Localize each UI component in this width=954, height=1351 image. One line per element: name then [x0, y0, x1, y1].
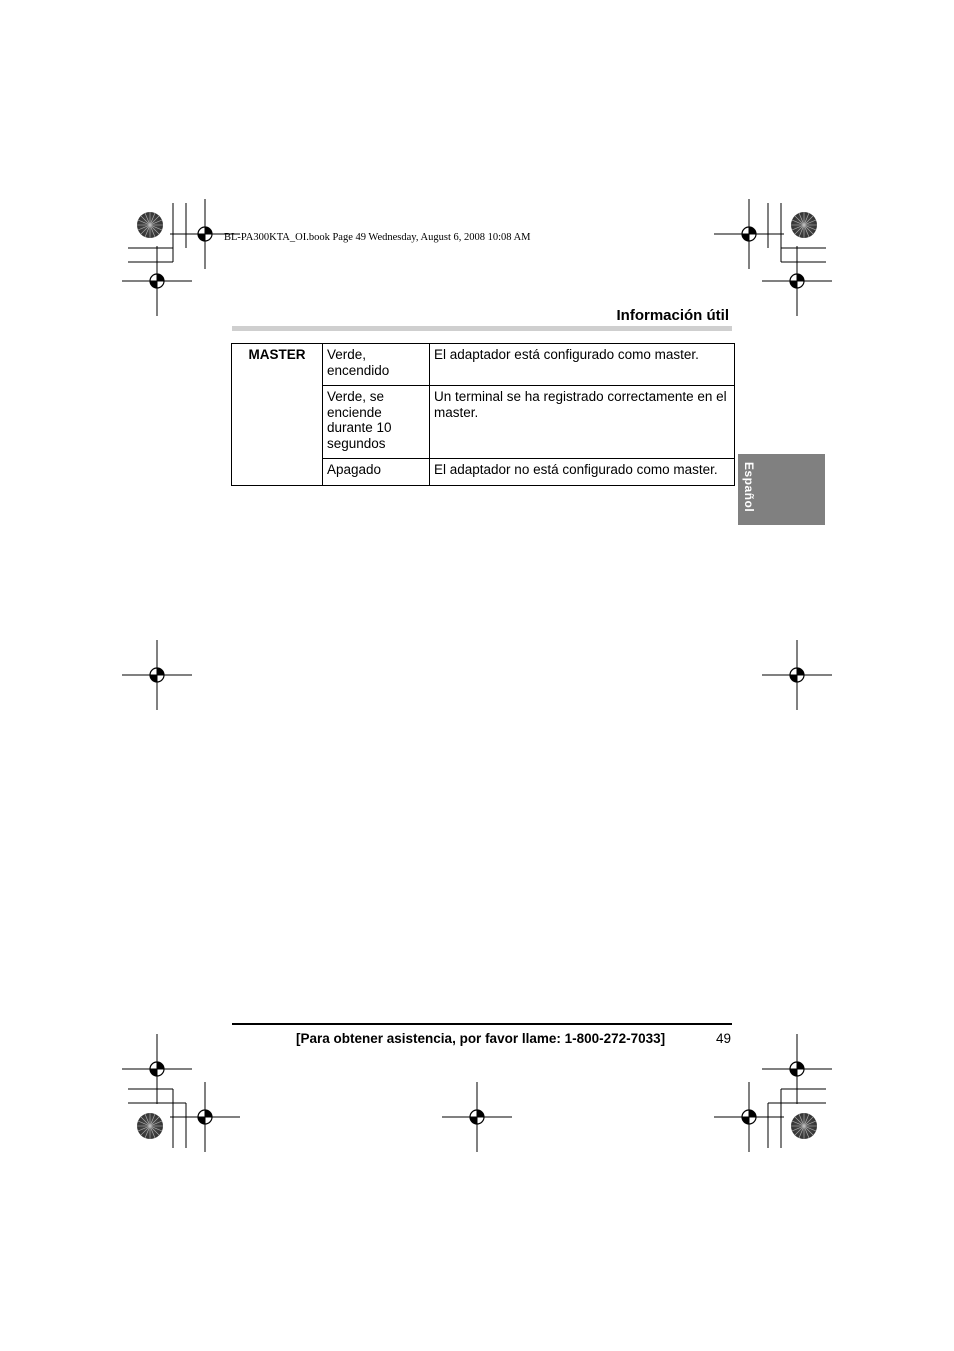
description-cell: Un terminal se ha registrado correctamente en el master.: [430, 386, 735, 459]
section-title: Información útil: [616, 307, 729, 324]
print-header: BL-PA300KTA_OI.book Page 49 Wednesday, August 6, 2008 10:08 AM: [224, 232, 531, 243]
crosshair-icon: [442, 1082, 512, 1152]
crosshair-icon: [170, 1082, 240, 1152]
description-cell: El adaptador está configurado como master.: [430, 344, 735, 386]
page-number: 49: [716, 1031, 732, 1046]
footer-rule: [232, 1023, 732, 1025]
section-rule: [232, 326, 732, 331]
language-tab-label: Español: [742, 462, 756, 513]
starburst-icon: [791, 1113, 817, 1139]
crosshair-icon: [714, 199, 784, 269]
mode-cell: MASTER: [232, 344, 323, 486]
state-cell: Apagado: [323, 459, 430, 486]
starburst-icon: [137, 1113, 163, 1139]
crosshair-icon: [762, 1034, 832, 1104]
crosshair-icon: [714, 1082, 784, 1152]
state-cell: Verde, se enciende durante 10 segundos: [323, 386, 430, 459]
starburst-icon: [137, 212, 163, 238]
crosshair-icon: [122, 640, 192, 710]
table-row: [232, 344, 735, 386]
state-cell: Verde, encendido: [323, 344, 430, 386]
support-line: [Para obtener asistencia, por favor llame: 1-800-272-7033]: [296, 1031, 666, 1046]
starburst-icon: [791, 212, 817, 238]
crosshair-icon: [122, 1034, 192, 1104]
language-tab: [738, 454, 825, 525]
description-cell: El adaptador no está configurado como master.: [430, 459, 735, 486]
crosshair-icon: [122, 246, 192, 316]
crosshair-icon: [762, 640, 832, 710]
indicator-table: [231, 343, 735, 486]
crosshair-icon: [762, 246, 832, 316]
